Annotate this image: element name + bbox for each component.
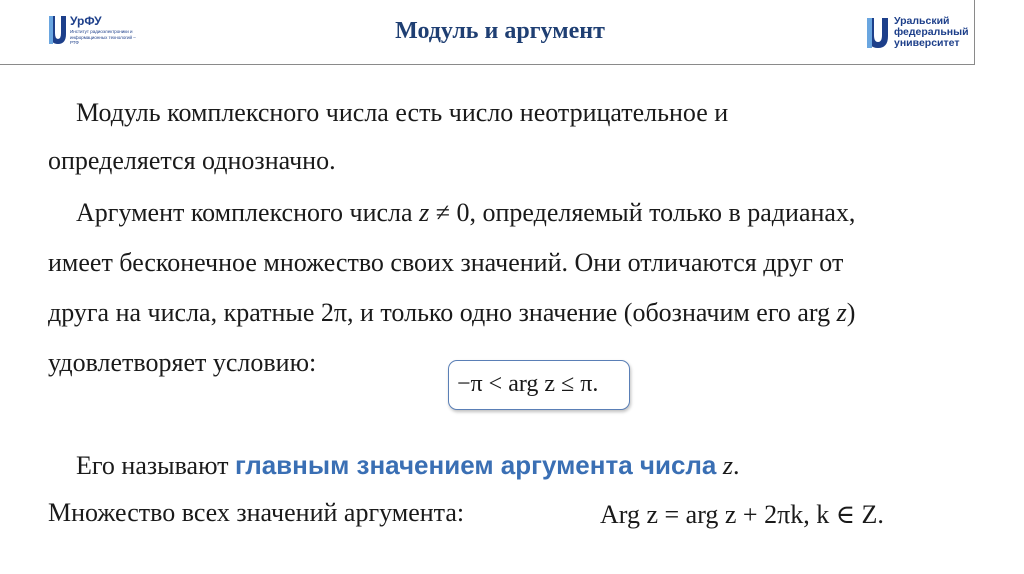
paragraph-3 — [76, 452, 740, 479]
p2-line3-a: друга на числа, кратные 2π, и только одно значение (обозначим его arg — [48, 298, 837, 327]
paragraph-2-line-1 — [76, 200, 855, 226]
paragraph-2-line-2: имеет бесконечное множество своих значений. Они отличаются друг от — [48, 248, 844, 277]
logo-line-2: федеральный — [894, 26, 969, 38]
header-divider-vertical — [974, 0, 975, 65]
variable-z: z — [722, 451, 734, 480]
p3-end: . — [733, 451, 740, 480]
logo-university-name — [894, 16, 969, 49]
paragraph-2-line-3 — [48, 300, 855, 326]
variable-z: z — [836, 298, 847, 327]
urfu-emblem-icon — [866, 16, 890, 50]
paragraph-4: Множество всех значений аргумента: — [48, 498, 465, 527]
logo-line-1: Уральский — [894, 15, 950, 27]
variable-z: z — [419, 198, 430, 227]
p2-line3-b: ) — [846, 298, 856, 327]
logo-brand: УрФУ — [70, 14, 102, 28]
formula-box-condition — [448, 360, 630, 410]
paragraph-2-line-4: удовлетворяет условию: — [48, 348, 317, 377]
principal-value-highlight: главным значением аргумента числа — [235, 450, 717, 480]
paragraph-1-line-1: Модуль комплексного числа есть число неотрицательное и — [76, 98, 729, 127]
p3-text-a: Его называют — [76, 451, 236, 480]
formula-all-values: Arg z = arg z + 2πk, k ∈ Z. — [600, 500, 884, 529]
p2-text-a: Аргумент комплексного числа — [76, 198, 420, 227]
formula-condition: −π < arg z ≤ π. — [457, 371, 599, 397]
urfu-logo-right — [866, 16, 986, 56]
logo-subtitle: Институт радиоэлектроники и информационных технологий – РТФ — [70, 29, 136, 45]
paragraph-1-line-2: определяется однозначно. — [48, 146, 336, 175]
p2-text-b: ≠ 0, определяемый только в радианах, — [429, 198, 856, 227]
header-divider — [0, 64, 974, 65]
slide-title: Модуль и аргумент — [395, 18, 605, 44]
logo-line-3: университет — [894, 37, 960, 49]
slide-header — [0, 0, 1024, 70]
